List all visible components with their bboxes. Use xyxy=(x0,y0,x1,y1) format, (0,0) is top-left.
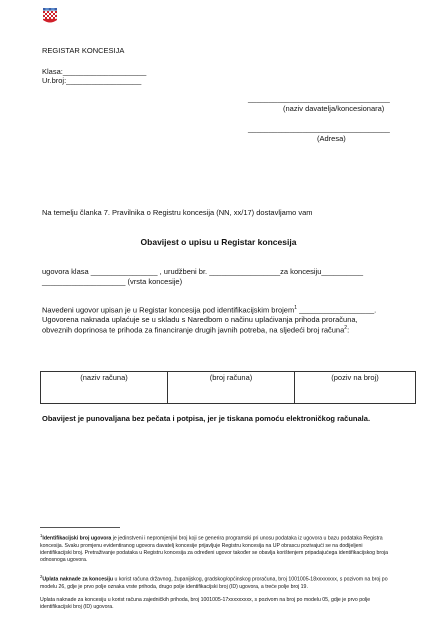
intro-text: Na temelju članka 7. Pravilnika o Registru koncesija (NN, xx/17) dostavljamo vam xyxy=(42,208,313,217)
urbroj-field: Ur.broj:__________________ xyxy=(42,76,142,85)
recipient-name-label: (naziv davatelja/koncesionara) xyxy=(283,104,385,113)
registration-paragraph-line-3: obveznih doprinosa te prihoda za financiranje drugih javnih potreba, na sljedeći broj računa$^2$: xyxy=(42,325,350,335)
recipient-address-label: (Adresa) xyxy=(317,134,346,143)
table-row xyxy=(41,372,416,404)
footnote-2: $^2$Uplata naknade za koncesiju u korist računa državnog, županijskog, gradskog/općinskog proračuna, broj 1001005-18xxxxxxxx, s pozivom na broj po modelu 26, gdje je prvo polje oznaka vrste prihoda, drugo polje identifikacijski broj (ID) ugovora, a treće polje broj 19. xyxy=(40,574,388,590)
validity-note: Obavijest je punovaljana bez pečata i potpisa, jer je tiskana pomoću elektroničkog računala. xyxy=(42,414,371,423)
authority-name: REGISTAR KONCESIJA xyxy=(42,46,125,55)
account-number-cell: (broj računa) xyxy=(168,372,295,404)
account-table xyxy=(40,371,416,404)
reference-number-cell: (poziv na broj) xyxy=(295,372,416,404)
registration-paragraph-line-2: Ugovorena naknada uplaćuje se u skladu s Naredbom o načinu uplaćivanja prihoda proračuna, xyxy=(42,315,358,324)
document-title: Obavijest o upisu u Registar koncesija xyxy=(140,237,297,247)
croatian-coat-of-arms-icon xyxy=(43,8,57,24)
recipient-address-line: __________________________________ xyxy=(248,124,390,133)
registration-paragraph-line-1: Navedeni ugovor upisan je u Registar koncesija pod identifikacijskim brojem$^1$ __________________. xyxy=(42,305,377,315)
recipient-name-line: __________________________________ xyxy=(248,94,390,103)
klasa-field: Klasa:____________________ xyxy=(42,67,147,76)
footnote-1: $^1$Identifikacijski broj ugovora je jedinstveni i nepromjenjivi broj koji se generira programski pri unosu podataka iz ugovora u bazu podataka Registra koncesija. Svaku promjenu evidentiranog ugovora davatelj koncesije prijavljuje Registru koncesija na UP obrascu pozivajući se na dodijeljeni identifikacijski broj. Pretraživanje podataka u Registru koncesija za određeni ugovor također se obavlja korištenjem pripadajućega identifikacijskog broja odnosnoga ugovora. xyxy=(40,533,389,563)
footnote-2-continued: Uplata naknade za koncesiju u korist računa zajedničkih prihoda, broj 1001005-17xxxxxxxxx, s pozivom na broj po modelu 05, gdje je prvo polje identifikacijski broj (ID) ugovora. xyxy=(40,597,371,610)
account-name-cell: (naziv računa) xyxy=(41,372,168,404)
footnote-divider xyxy=(40,527,120,528)
contract-line: ugovora klasa ________________ , urudžbeni br. _________________za koncesiju__________ xyxy=(42,267,364,276)
contract-line-2: ____________________ (vrsta koncesije) xyxy=(42,277,183,286)
